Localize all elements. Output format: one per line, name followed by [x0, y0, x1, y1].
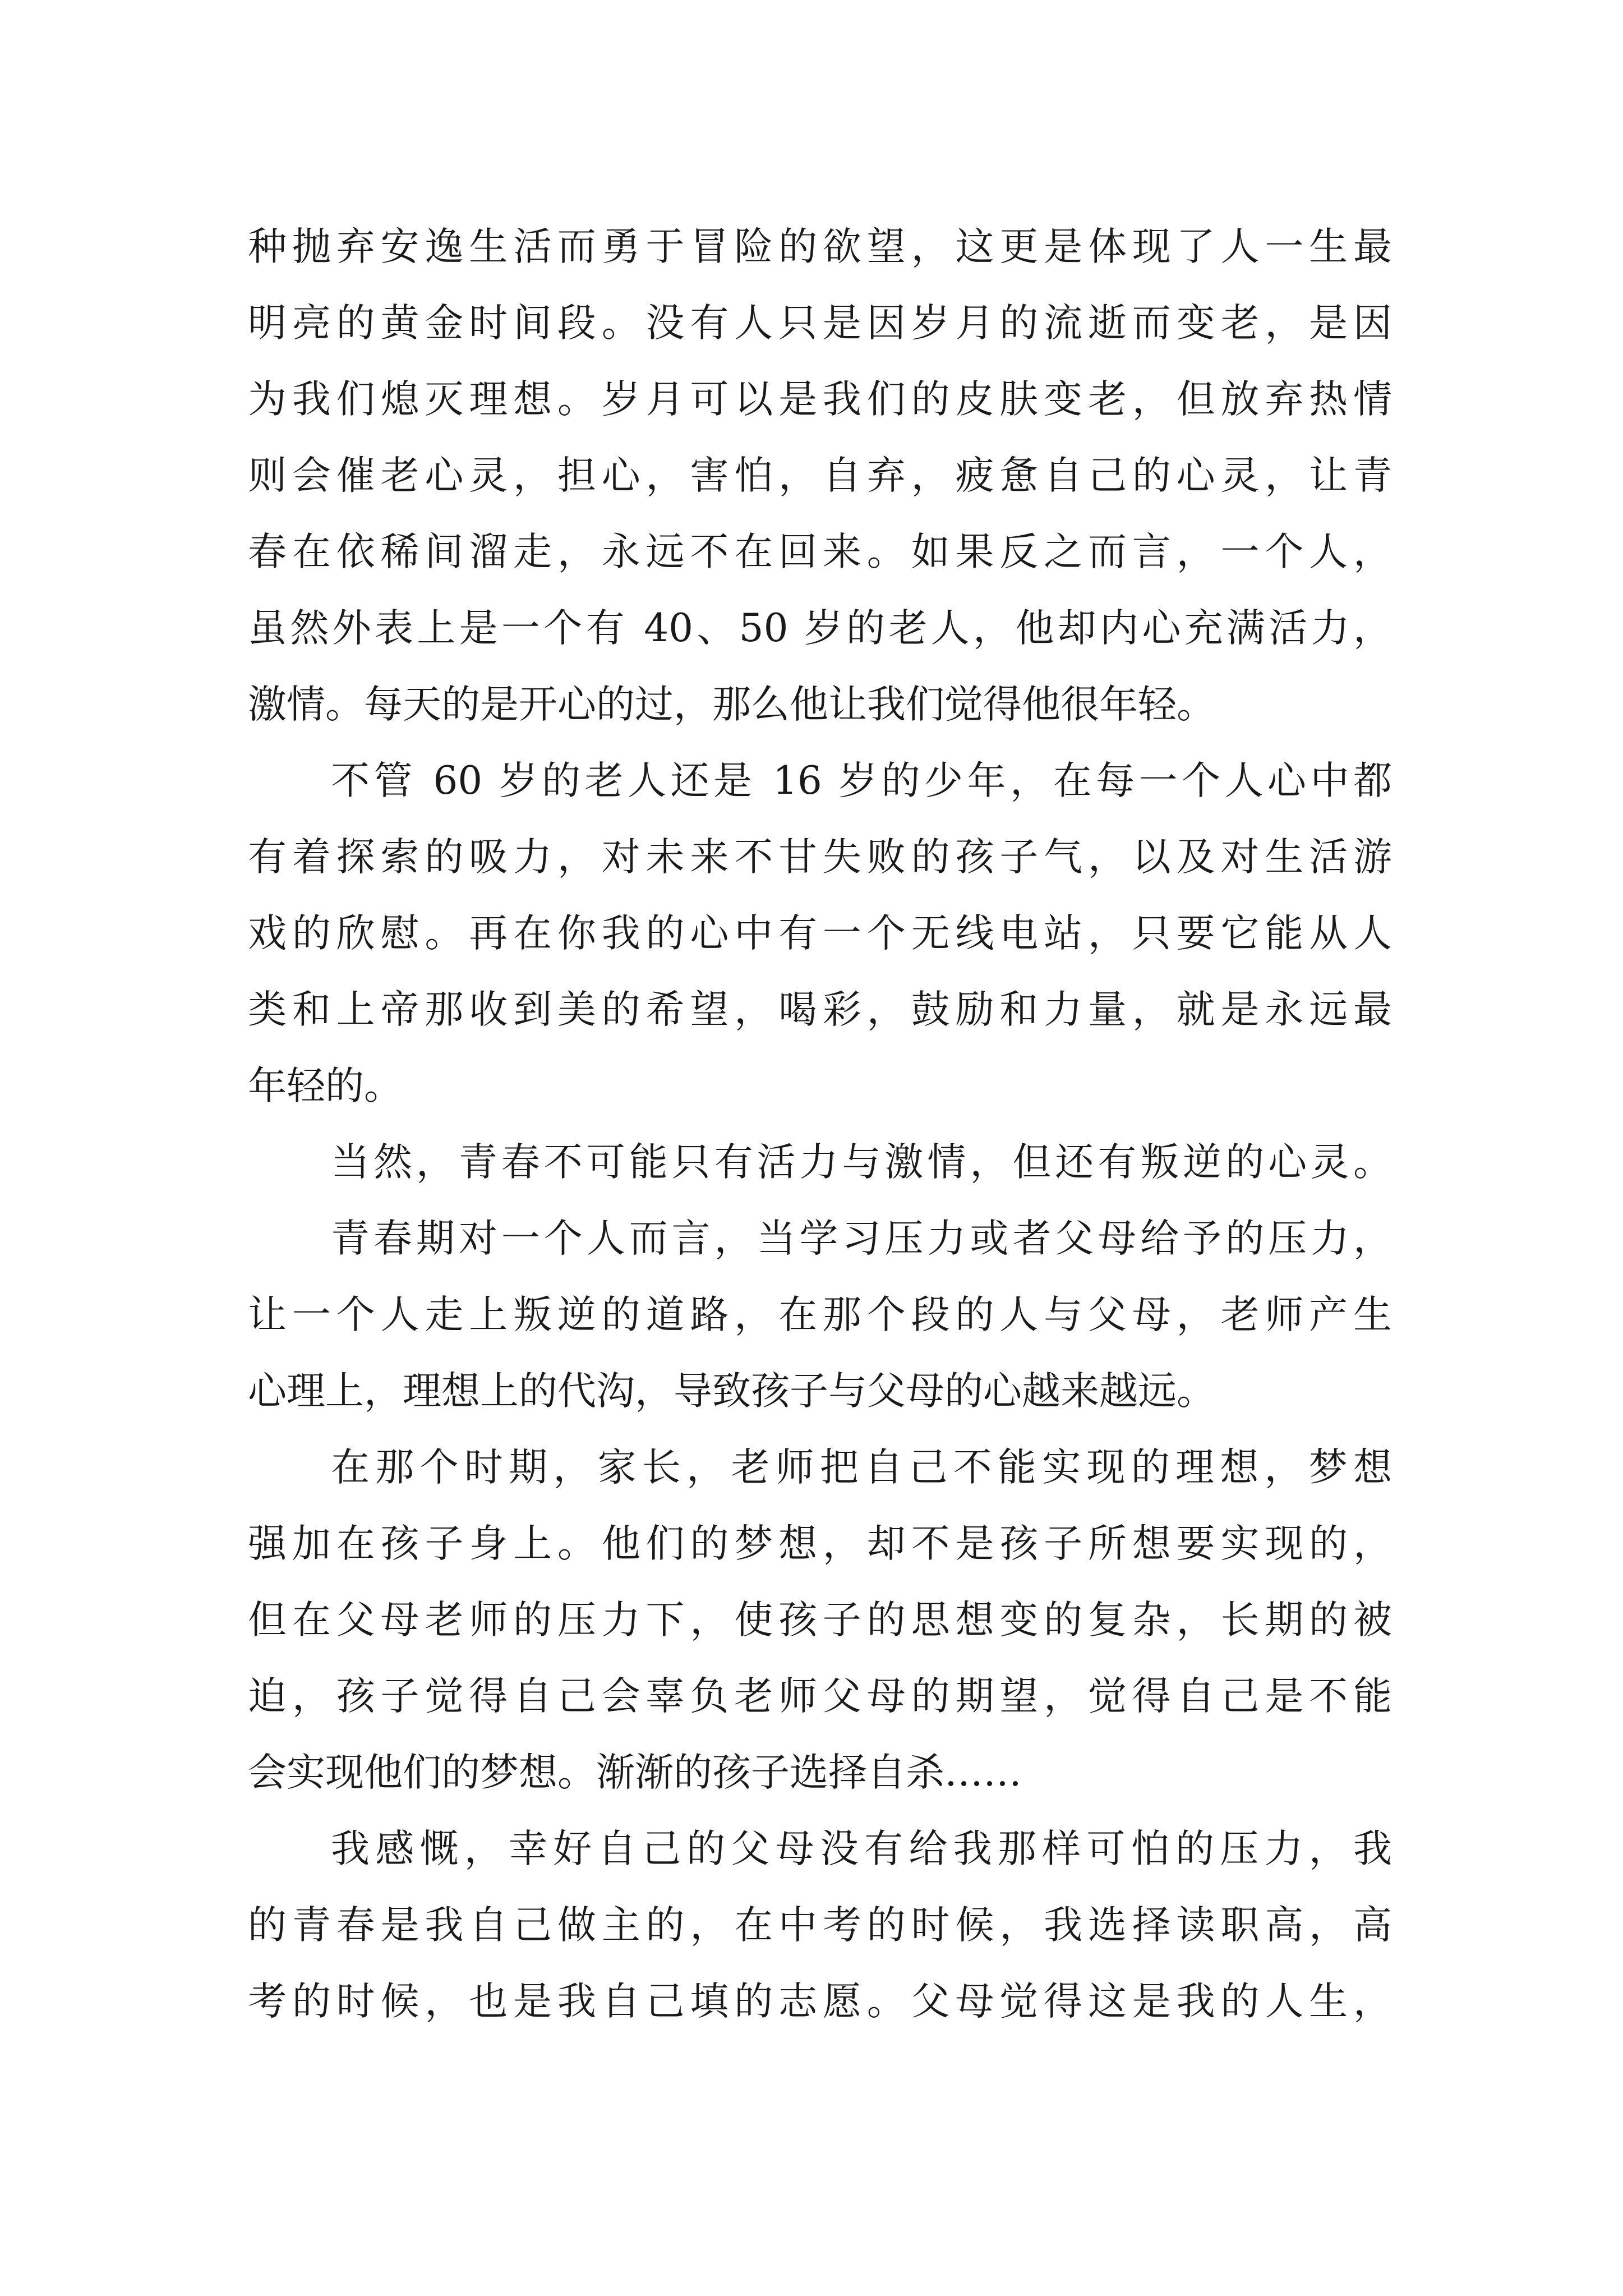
text-line: 的青春是我自己做主的，在中考的时候，我选择读职高，高 — [248, 1903, 1392, 1948]
text-line: 会实现他们的梦想。渐渐的孩子选择自杀…… — [248, 1750, 1022, 1795]
text-line: 激情。每天的是开心的过，那么他让我们觉得他很年轻。 — [248, 682, 1215, 727]
text-line: 明亮的黄金时间段。没有人只是因岁月的流逝而变老，是因 — [248, 301, 1392, 346]
text-line: 青春期对一个人而言，当学习压力或者父母给予的压力， — [331, 1216, 1392, 1261]
text-line: 类和上帝那收到美的希望，喝彩，鼓励和力量，就是永远最 — [248, 987, 1392, 1032]
text-line: 但在父母老师的压力下，使孩子的思想变的复杂，长期的被 — [248, 1598, 1392, 1642]
text-line: 当然，青春不可能只有活力与激情，但还有叛逆的心灵。 — [331, 1140, 1392, 1185]
text-line: 春在依稀间溜走，永远不在回来。如果反之而言，一个人， — [248, 530, 1392, 574]
text-line: 迫，孩子觉得自己会辜负老师父母的期望，觉得自己是不能 — [248, 1674, 1392, 1719]
text-line: 年轻的。 — [248, 1064, 403, 1108]
text-line: 让一个人走上叛逆的道路，在那个段的人与父母，老师产生 — [248, 1292, 1392, 1337]
body-text — [248, 209, 1392, 2040]
text-line: 心理上，理想上的代沟，导致孩子与父母的心越来越远。 — [248, 1369, 1215, 1414]
text-line: 种抛弃安逸生活而勇于冒险的欲望，这更是体现了人一生最 — [248, 224, 1392, 269]
text-line: 考的时候，也是我自己填的志愿。父母觉得这是我的人生， — [248, 1979, 1392, 2024]
text-line: 强加在孩子身上。他们的梦想，却不是孩子所想要实现的， — [248, 1521, 1392, 1566]
text-line: 有着探索的吸力，对未来不甘失败的孩子气，以及对生活游 — [248, 835, 1392, 880]
text-line: 则会催老心灵，担心，害怕，自弃，疲惫自己的心灵，让青 — [248, 453, 1392, 498]
text-line: 虽然外表上是一个有 40、50 岁的老人，他却内心充满活力， — [248, 606, 1392, 651]
text-line: 为我们熄灭理想。岁月可以是我们的皮肤变老，但放弃热情 — [248, 377, 1392, 422]
text-line: 戏的欣慰。再在你我的心中有一个无线电站，只要它能从人 — [248, 911, 1392, 956]
text-line: 在那个时期，家长，老师把自己不能实现的理想，梦想 — [331, 1445, 1392, 1490]
text-line: 不管 60 岁的老人还是 16 岁的少年，在每一个人心中都 — [331, 758, 1392, 803]
text-line: 我感慨，幸好自己的父母没有给我那样可怕的压力，我 — [331, 1826, 1392, 1871]
